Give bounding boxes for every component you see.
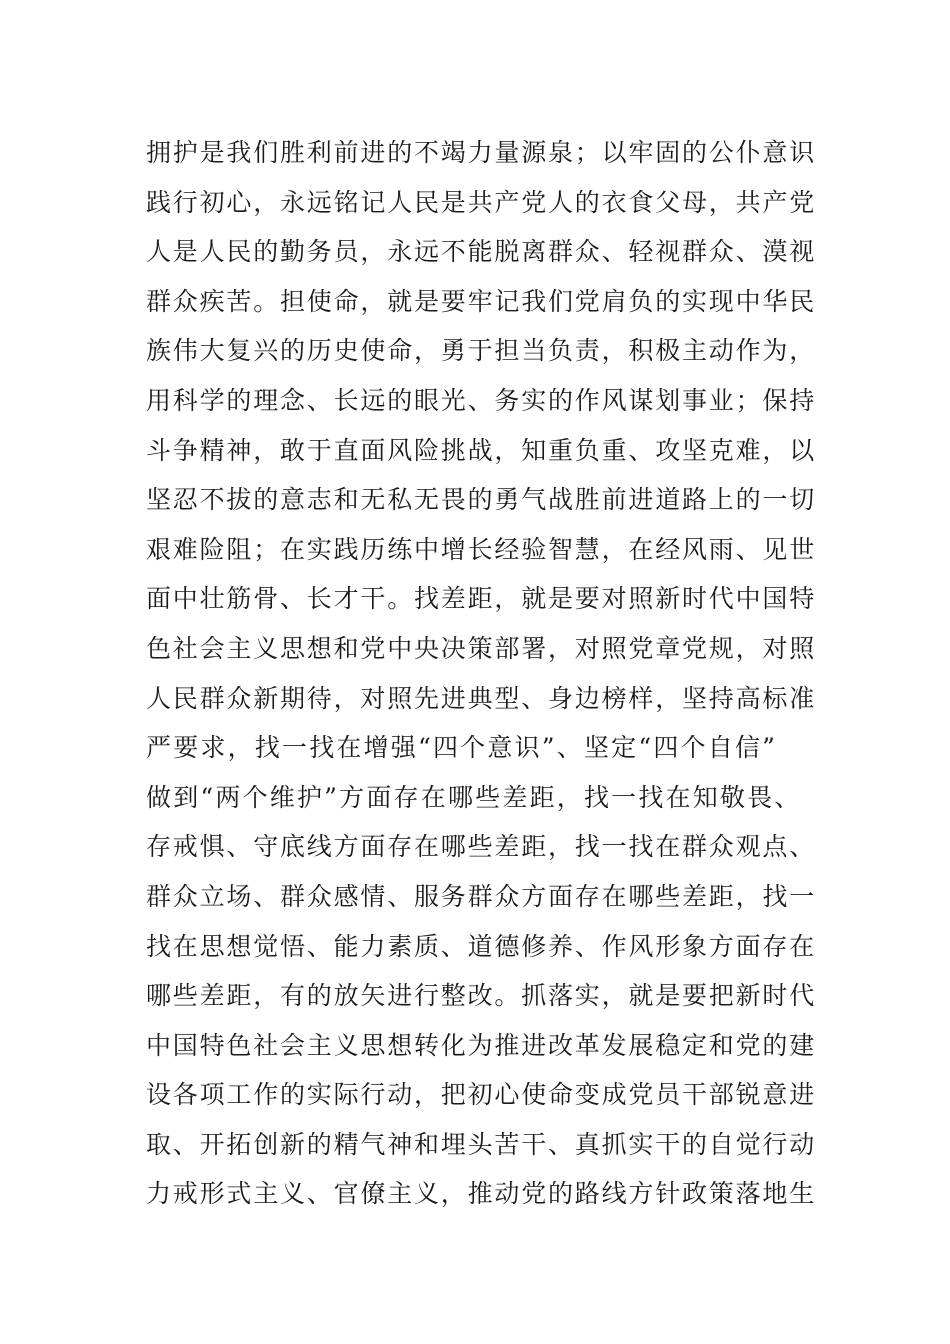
text-line-12: 人民群众新期待，对照先进典型、身边榜样，坚持高标准 [146, 683, 817, 713]
text-line-6: 用科学的理念、长远的眼光、务实的作风谋划事业；保持 [146, 385, 817, 415]
text-line-5: 族伟大复兴的历史使命，勇于担当负责，积极主动作为， [146, 336, 817, 366]
text-line-18: 哪些差距，有的放矢进行整改。抓落实，就是要把新时代 [146, 981, 817, 1011]
text-line-2: 践行初心，永远铭记人民是共产党人的衣食父母，共产党 [146, 187, 817, 217]
text-line-17: 找在思想觉悟、能力素质、道德修养、作风形象方面存在 [146, 931, 817, 961]
text-line-22: 力戒形式主义、官僚主义，推动党的路线方针政策落地生 [146, 1179, 817, 1209]
text-line-14: 做到“两个维护”方面存在哪些差距，找一找在知敬畏、 [146, 782, 802, 812]
text-line-16: 群众立场、群众感情、服务群众方面存在哪些差距，找一 [146, 881, 817, 911]
text-line-3: 人是人民的勤务员，永远不能脱离群众、轻视群众、漠视 [146, 237, 817, 267]
text-line-15: 存戒惧、守底线方面存在哪些差距，找一找在群众观点、 [146, 832, 817, 862]
text-line-20: 设各项工作的实际行动，把初心使命变成党员干部锐意进 [146, 1080, 817, 1110]
text-line-1: 拥护是我们胜利前进的不竭力量源泉；以牢固的公仆意识 [146, 138, 817, 167]
text-line-8: 坚忍不拔的意志和无私无畏的勇气战胜前进道路上的一切 [146, 485, 817, 515]
text-line-10: 面中壮筋骨、长才干。找差距，就是要对照新时代中国特 [146, 584, 817, 614]
body-paragraph [146, 128, 816, 1219]
text-line-7: 斗争精神，敢于直面风险挑战，知重负重、攻坚克难，以 [146, 435, 817, 465]
text-line-21: 取、开拓创新的精气神和埋头苦干、真抓实干的自觉行动 [146, 1129, 817, 1159]
text-line-11: 色社会主义思想和党中央决策部署，对照党章党规，对照 [146, 633, 817, 663]
text-line-19: 中国特色社会主义思想转化为推进改革发展稳定和党的建 [146, 1030, 817, 1060]
text-line-4: 群众疾苦。担使命，就是要牢记我们党肩负的实现中华民 [146, 286, 817, 316]
text-line-13: 严要求，找一找在增强“四个意识”、坚定“四个自信” [146, 733, 778, 763]
text-line-9: 艰难险阻；在实践历练中增长经验智慧，在经风雨、见世 [146, 534, 817, 564]
